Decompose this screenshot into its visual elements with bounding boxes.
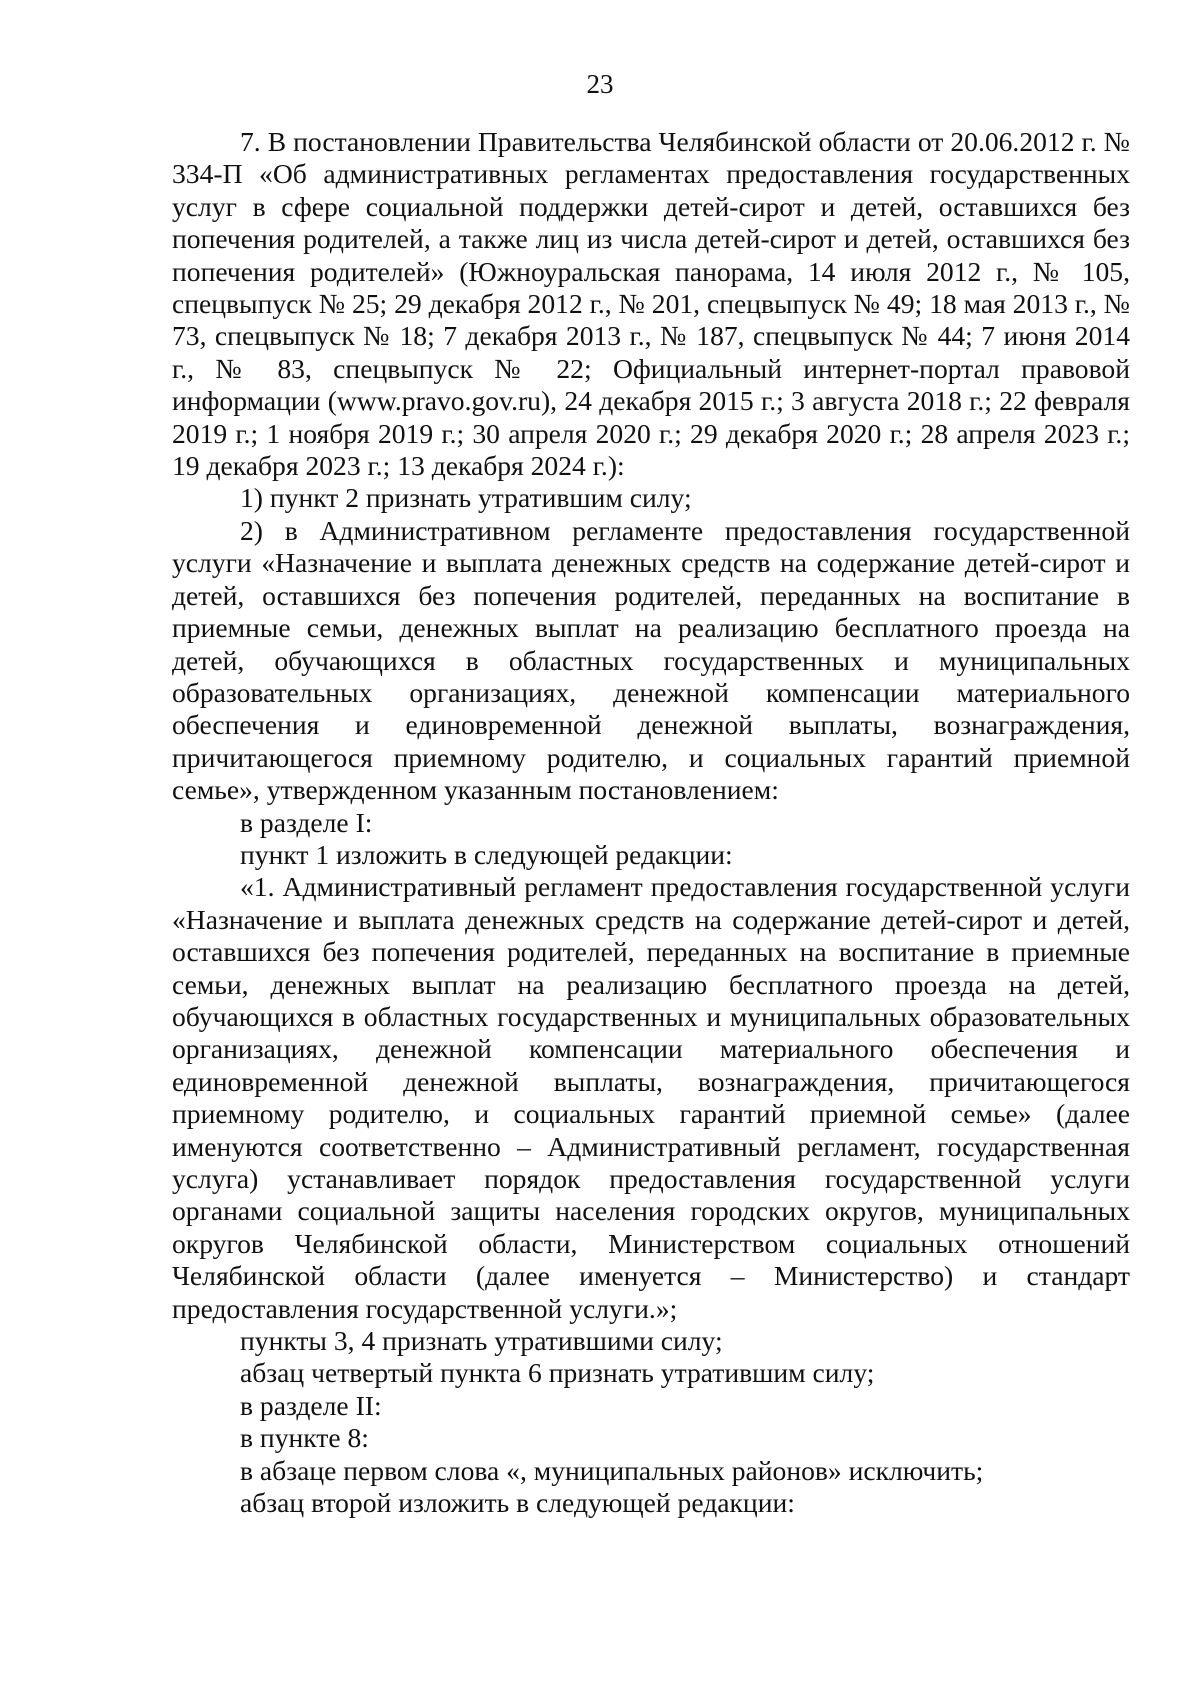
paragraph-point-8-abzac-1: в абзаце первом слова «, муниципальных районов» исключить; <box>240 1454 984 1486</box>
paragraph-points-3-4: пункты 3, 4 признать утратившими силу; <box>240 1325 723 1357</box>
paragraph-point-8-abzac-2: абзац второй изложить в следующей редакции: <box>240 1487 795 1519</box>
paragraph-point-1-text: «1. Административный регламент предоставления государственной услуги «Назначение и выплата денежных средств на содержание детей-сирот и детей, оставшихся без попечения родителей, переданных на воспитание в приемные семьи, денежных выплат на реализацию бесплатного проезда на детей, обучающихся в областных государственных и муниципальных образовательных организациях, денежной компенсации материального обеспечения и единовременной денежной выплаты, вознаграждения, причитающегося приемному родителю, и социальных гарантий приемной семье» (далее именуются соответственно – Административный регламент, государственная услуга) устанавливает порядок предоставления государственной услуги органами социальной защиты населения городских округов, муниципальных округов Челябинской области, Министерством социальных отношений Челябинской области (далее именуется – Министерство) и стандарт предоставления государственной услуги.»; <box>172 871 1130 1324</box>
paragraph-section-1: в разделе I: <box>240 806 373 838</box>
paragraph-item-1: 1) пункт 2 признать утратившим силу; <box>240 482 692 514</box>
paragraph-resolution-7: 7. В постановлении Правительства Челябинской области от 20.06.2012 г. № 334-П «Об административных регламентах предоставления государственных услуг в сфере социальной поддержки детей-сирот и детей, оставшихся без попечения родителей, а также лиц из числа детей-сирот и детей, оставшихся без попечения родителей» (Южноуральская панорама, 14 июля 2012 г., № 105, спецвыпуск № 25; 29 декабря 2012 г., № 201, спецвыпуск № 49; 18 мая 2013 г., № 73, спецвыпуск № 18; 7 декабря 2013 г., № 187, спецвыпуск № 44; 7 июня 2014 г., № 83, спецвыпуск № 22; Официальный интернет-портал правовой информации (www.pravo.gov.ru), 24 декабря 2015 г.; 3 августа 2018 г.; 22 февраля 2019 г.; 1 ноября 2019 г.; 30 апреля 2020 г.; 29 декабря 2020 г.; 28 апреля 2023 г.; 19 декабря 2023 г.; 13 декабря 2024 г.): <box>172 126 1130 482</box>
paragraph-item-2: 2) в Административном регламенте предоставления государственной услуги «Назначение и выплата денежных средств на содержание детей-сирот и детей, оставшихся без попечения родителей, переданных на воспитание в приемные семьи, денежных выплат на реализацию бесплатного проезда на детей, обучающихся в областных государственных и муниципальных образовательных организациях, денежной компенсации материального обеспечения и единовременной денежной выплаты, вознаграждения, причитающегося приемному родителю, и социальных гарантий приемной семье», утвержденном указанным постановлением: <box>172 514 1130 806</box>
page-number: 23 <box>586 69 614 99</box>
paragraph-point-8: в пункте 8: <box>240 1422 369 1454</box>
paragraph-point-1-intro: пункт 1 изложить в следующей редакции: <box>240 838 733 870</box>
paragraph-section-2: в разделе II: <box>240 1389 382 1421</box>
document-body <box>172 126 1130 1519</box>
paragraph-point-6: абзац четвертый пункта 6 признать утратившим силу; <box>240 1357 875 1389</box>
